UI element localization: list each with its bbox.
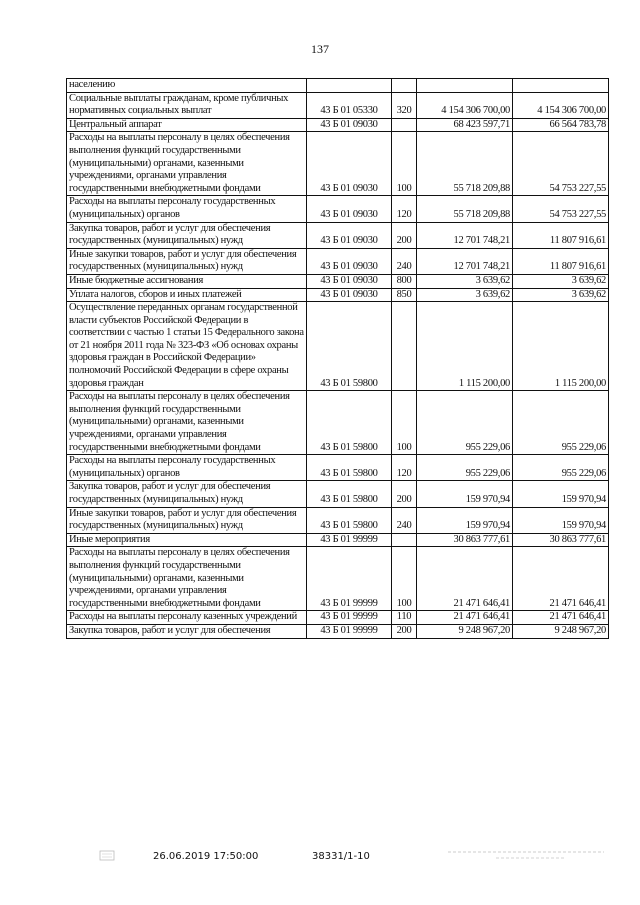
row-code: 43 Б 01 09030 [307, 274, 392, 288]
row-expense-type: 200 [392, 624, 417, 638]
table-row [67, 196, 609, 222]
table-row [67, 533, 609, 547]
row-expense-type: 100 [392, 547, 417, 611]
row-name: Расходы на выплаты персоналу государственных (муниципальных) органов [67, 196, 307, 222]
faint-footer-mark [446, 847, 606, 863]
stamp-icon [96, 847, 118, 863]
row-amount-1: 9 248 967,20 [417, 624, 513, 638]
row-amount-2 [513, 79, 609, 93]
row-amount-2: 30 863 777,61 [513, 533, 609, 547]
page-number: 137 [311, 42, 329, 56]
row-amount-1: 30 863 777,61 [417, 533, 513, 547]
row-amount-2: 21 471 646,41 [513, 611, 609, 625]
row-amount-1: 1 115 200,00 [417, 302, 513, 391]
budget-table-body [67, 79, 609, 639]
row-expense-type [392, 302, 417, 391]
row-amount-1: 21 471 646,41 [417, 611, 513, 625]
row-code: 43 Б 01 59800 [307, 481, 392, 507]
table-row [67, 79, 609, 93]
row-code: 43 Б 01 09030 [307, 132, 392, 196]
row-expense-type: 200 [392, 222, 417, 248]
row-amount-2: 159 970,94 [513, 481, 609, 507]
row-name: Расходы на выплаты персоналу государственных (муниципальных) органов [67, 455, 307, 481]
footer-date: 26.06.2019 17:50:00 [153, 851, 259, 862]
row-expense-type [392, 118, 417, 132]
row-expense-type: 850 [392, 288, 417, 302]
row-amount-1: 159 970,94 [417, 481, 513, 507]
row-code: 43 Б 01 59800 [307, 302, 392, 391]
row-expense-type: 320 [392, 92, 417, 118]
row-amount-2: 955 229,06 [513, 391, 609, 455]
table-row [67, 92, 609, 118]
table-row [67, 118, 609, 132]
table-row [67, 611, 609, 625]
row-amount-1: 3 639,62 [417, 288, 513, 302]
row-name: Центральный аппарат [67, 118, 307, 132]
row-code: 43 Б 01 99999 [307, 533, 392, 547]
row-name: Осуществление переданных органам государственной власти субъектов Российской Федерации в соответствии с частью 1 статьи 15 Федерального закона от 21 ноября 2011 года № 323-ФЗ «Об основах охраны здоровья граждан в Российской Федерации» полномочий Российской Федерации в сфере охраны здоровья граждан [67, 302, 307, 391]
row-name: Иные закупки товаров, работ и услуг для обеспечения государственных (муниципальных) нужд [67, 248, 307, 274]
row-expense-type: 120 [392, 455, 417, 481]
table-row [67, 624, 609, 638]
table-row [67, 274, 609, 288]
row-name: Расходы на выплаты персоналу в целях обеспечения выполнения функций государственными (муниципальными) органами, казенными учреждениями, органами управления государственными внебюджетными фондами [67, 391, 307, 455]
row-expense-type [392, 79, 417, 93]
row-expense-type: 800 [392, 274, 417, 288]
row-code: 43 Б 01 09030 [307, 248, 392, 274]
row-code: 43 Б 01 09030 [307, 118, 392, 132]
row-amount-1 [417, 79, 513, 93]
row-name: Расходы на выплаты персоналу казенных учреждений [67, 611, 307, 625]
row-amount-1: 55 718 209,88 [417, 132, 513, 196]
row-amount-1: 12 701 748,21 [417, 248, 513, 274]
row-code: 43 Б 01 99999 [307, 547, 392, 611]
table-row [67, 222, 609, 248]
table-row [67, 132, 609, 196]
row-expense-type: 120 [392, 196, 417, 222]
row-code: 43 Б 01 59800 [307, 391, 392, 455]
table-row [67, 547, 609, 611]
row-amount-2: 1 115 200,00 [513, 302, 609, 391]
row-amount-2: 11 807 916,61 [513, 248, 609, 274]
row-amount-2: 3 639,62 [513, 274, 609, 288]
row-name: населению [67, 79, 307, 93]
row-amount-2: 4 154 306 700,00 [513, 92, 609, 118]
row-expense-type: 100 [392, 132, 417, 196]
row-code: 43 Б 01 99999 [307, 611, 392, 625]
row-expense-type: 200 [392, 481, 417, 507]
row-amount-1: 3 639,62 [417, 274, 513, 288]
row-amount-2: 9 248 967,20 [513, 624, 609, 638]
row-expense-type: 240 [392, 248, 417, 274]
row-code [307, 79, 392, 93]
row-name: Закупка товаров, работ и услуг для обеспечения [67, 624, 307, 638]
row-amount-1: 159 970,94 [417, 507, 513, 533]
row-amount-1: 12 701 748,21 [417, 222, 513, 248]
row-expense-type: 110 [392, 611, 417, 625]
row-name: Закупка товаров, работ и услуг для обеспечения государственных (муниципальных) нужд [67, 222, 307, 248]
page-footer [0, 847, 640, 867]
row-code: 43 Б 01 09030 [307, 288, 392, 302]
row-amount-2: 66 564 783,78 [513, 118, 609, 132]
row-amount-2: 54 753 227,55 [513, 132, 609, 196]
row-amount-2: 54 753 227,55 [513, 196, 609, 222]
row-amount-1: 955 229,06 [417, 455, 513, 481]
row-amount-2: 159 970,94 [513, 507, 609, 533]
table-row [67, 248, 609, 274]
row-code: 43 Б 01 99999 [307, 624, 392, 638]
row-name: Иные бюджетные ассигнования [67, 274, 307, 288]
row-code: 43 Б 01 59800 [307, 455, 392, 481]
table-row [67, 302, 609, 391]
table-row [67, 455, 609, 481]
footer-doc-number: 38331/1-10 [312, 851, 370, 862]
row-expense-type [392, 533, 417, 547]
row-code: 43 Б 01 09030 [307, 196, 392, 222]
row-name: Закупка товаров, работ и услуг для обеспечения государственных (муниципальных) нужд [67, 481, 307, 507]
row-amount-2: 11 807 916,61 [513, 222, 609, 248]
table-row [67, 481, 609, 507]
row-amount-2: 955 229,06 [513, 455, 609, 481]
row-name: Расходы на выплаты персоналу в целях обеспечения выполнения функций государственными (муниципальными) органами, казенными учреждениями, органами управления государственными внебюджетными фондами [67, 132, 307, 196]
row-expense-type: 240 [392, 507, 417, 533]
row-amount-1: 955 229,06 [417, 391, 513, 455]
row-amount-1: 4 154 306 700,00 [417, 92, 513, 118]
row-name: Уплата налогов, сборов и иных платежей [67, 288, 307, 302]
row-code: 43 Б 01 59800 [307, 507, 392, 533]
row-name: Иные мероприятия [67, 533, 307, 547]
row-amount-1: 68 423 597,71 [417, 118, 513, 132]
row-name: Иные закупки товаров, работ и услуг для обеспечения государственных (муниципальных) нужд [67, 507, 307, 533]
row-name: Расходы на выплаты персоналу в целях обеспечения выполнения функций государственными (муниципальными) органами, казенными учреждениями, органами управления государственными внебюджетными фондами [67, 547, 307, 611]
row-amount-2: 3 639,62 [513, 288, 609, 302]
row-code: 43 Б 01 05330 [307, 92, 392, 118]
row-amount-2: 21 471 646,41 [513, 547, 609, 611]
table-row [67, 288, 609, 302]
row-expense-type: 100 [392, 391, 417, 455]
row-name: Социальные выплаты гражданам, кроме публичных нормативных социальных выплат [67, 92, 307, 118]
row-amount-1: 21 471 646,41 [417, 547, 513, 611]
table-row [67, 391, 609, 455]
row-amount-1: 55 718 209,88 [417, 196, 513, 222]
row-code: 43 Б 01 09030 [307, 222, 392, 248]
budget-table [66, 78, 609, 639]
table-row [67, 507, 609, 533]
